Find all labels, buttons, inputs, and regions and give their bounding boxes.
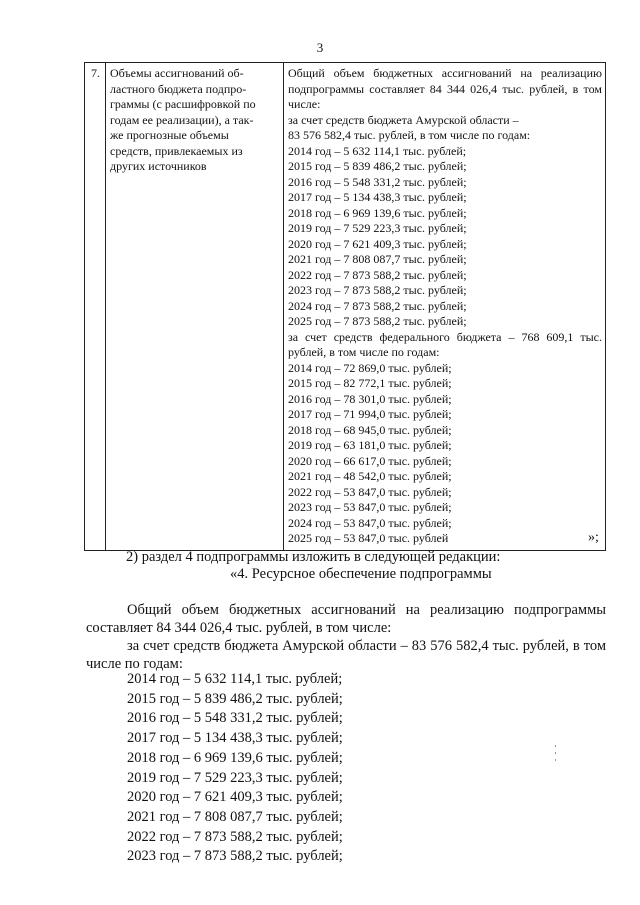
year-line: 2015 год – 5 839 486,2 тыс. рублей;	[127, 690, 343, 707]
year-line: 2021 год – 7 808 087,7 тыс. рублей;	[127, 808, 343, 825]
regional-year-line: 2015 год – 5 839 486,2 тыс. рублей;	[288, 159, 467, 173]
federal-year-line: 2014 год – 72 869,0 тыс. рублей;	[288, 360, 452, 375]
regional-paragraph: за счет средств бюджета Амурской области – 83 576 582,4 тыс. рублей, в том числе по годам:	[86, 638, 606, 672]
federal-year-line: 2018 год – 68 945,0 тыс. рублей;	[288, 422, 452, 437]
regional-year-line: 2022 год – 7 873 588,2 тыс. рублей;	[288, 267, 467, 282]
amendment-text: 2) раздел 4 подпрограммы изложить в следующей редакции:	[126, 549, 501, 565]
name-line: же прогнозные объемы	[110, 128, 229, 142]
row-name-cell	[106, 63, 284, 551]
name-line: ластного бюджета подпро-	[110, 81, 247, 96]
regional-year-line: 2023 год – 7 873 588,2 тыс. рублей;	[288, 283, 467, 297]
passport-table	[84, 62, 606, 551]
name-line: граммы (с расшифровкой по	[110, 97, 256, 111]
scan-speck	[555, 752, 556, 754]
federal-year-line: 2021 год – 48 542,0 тыс. рублей;	[288, 469, 452, 483]
federal-intro: за счет средств федерального бюджета – 768 609,1 тыс. рублей, в том числе по годам:	[288, 329, 602, 359]
regional-intro: за счет средств бюджета Амурской области –	[288, 112, 519, 127]
year-line: 2019 год – 7 529 223,3 тыс. рублей;	[127, 769, 343, 786]
regional-year-line: 2019 год – 7 529 223,3 тыс. рублей;	[288, 221, 467, 235]
federal-year-line: 2017 год – 71 994,0 тыс. рублей;	[288, 407, 452, 421]
name-line: других источников	[110, 159, 207, 173]
year-line: 2023 год – 7 873 588,2 тыс. рублей;	[127, 848, 343, 865]
total-paragraph: Общий объем бюджетных ассигнований на реализацию подпрограммы составляет 84 344 026,4 тыс. рублей, в том числе:	[86, 602, 606, 636]
section-title: «4. Ресурсное обеспечение подпрограммы	[230, 566, 492, 582]
year-line: 2022 год – 7 873 588,2 тыс. рублей;	[127, 828, 343, 845]
scan-speck	[555, 759, 556, 761]
federal-year-line: 2019 год – 63 181,0 тыс. рублей;	[288, 438, 452, 452]
year-line: 2018 год – 6 969 139,6 тыс. рублей;	[127, 749, 343, 766]
table-row	[85, 63, 606, 551]
row-number-cell: 7.	[85, 63, 106, 551]
year-line: 2017 год – 5 134 438,3 тыс. рублей;	[127, 730, 343, 747]
regional-year-line: 2017 год – 5 134 438,3 тыс. рублей;	[288, 190, 467, 204]
total-text: Общий объем бюджетных ассигнований на реализацию подпрограммы составляет 84 344 026,4 тыс. рублей, в том числе:	[288, 66, 602, 111]
regional-year-line: 2020 год – 7 621 409,3 тыс. рублей;	[288, 236, 467, 251]
page-number: 3	[316, 40, 324, 55]
federal-year-line: 2015 год – 82 772,1 тыс. рублей;	[288, 376, 452, 390]
year-list	[127, 670, 343, 867]
regional-year-line: 2016 год – 5 548 331,2 тыс. рублей;	[288, 174, 467, 189]
year-line: 2020 год – 7 621 409,3 тыс. рублей;	[127, 789, 343, 806]
federal-year-line: 2023 год – 53 847,0 тыс. рублей;	[288, 500, 452, 514]
scan-speck	[555, 745, 556, 747]
regional-year-line: 2025 год – 7 873 588,2 тыс. рублей;	[288, 314, 467, 328]
federal-year-line: 2022 год – 53 847,0 тыс. рублей;	[288, 484, 452, 499]
regional-year-line: 2024 год – 7 873 588,2 тыс. рублей;	[288, 298, 467, 313]
year-line: 2016 год – 5 548 331,2 тыс. рублей;	[127, 710, 343, 727]
regional-year-line: 2021 год – 7 808 087,7 тыс. рублей;	[288, 252, 467, 266]
regional-year-line: 2018 год – 6 969 139,6 тыс. рублей;	[288, 205, 467, 220]
name-line: годам ее реализации), а так-	[110, 112, 254, 127]
row-value-cell	[284, 63, 606, 551]
federal-year-line: 2020 год – 66 617,0 тыс. рублей;	[288, 453, 452, 468]
regional-year-line: 2014 год – 5 632 114,1 тыс. рублей;	[288, 143, 467, 158]
federal-year-line: 2016 год – 78 301,0 тыс. рублей;	[288, 391, 452, 406]
name-line: средств, привлекаемых из	[110, 143, 243, 158]
federal-year-line: 2025 год – 53 847,0 тыс. рублей	[288, 531, 449, 545]
federal-year-line: 2024 год – 53 847,0 тыс. рублей;	[288, 515, 452, 530]
closing-quote: »;	[588, 530, 599, 545]
year-line: 2014 год – 5 632 114,1 тыс. рублей;	[127, 671, 343, 687]
name-line: Объемы ассигнований об-	[110, 66, 244, 80]
regional-total: 83 576 582,4 тыс. рублей, в том числе по годам:	[288, 128, 531, 142]
